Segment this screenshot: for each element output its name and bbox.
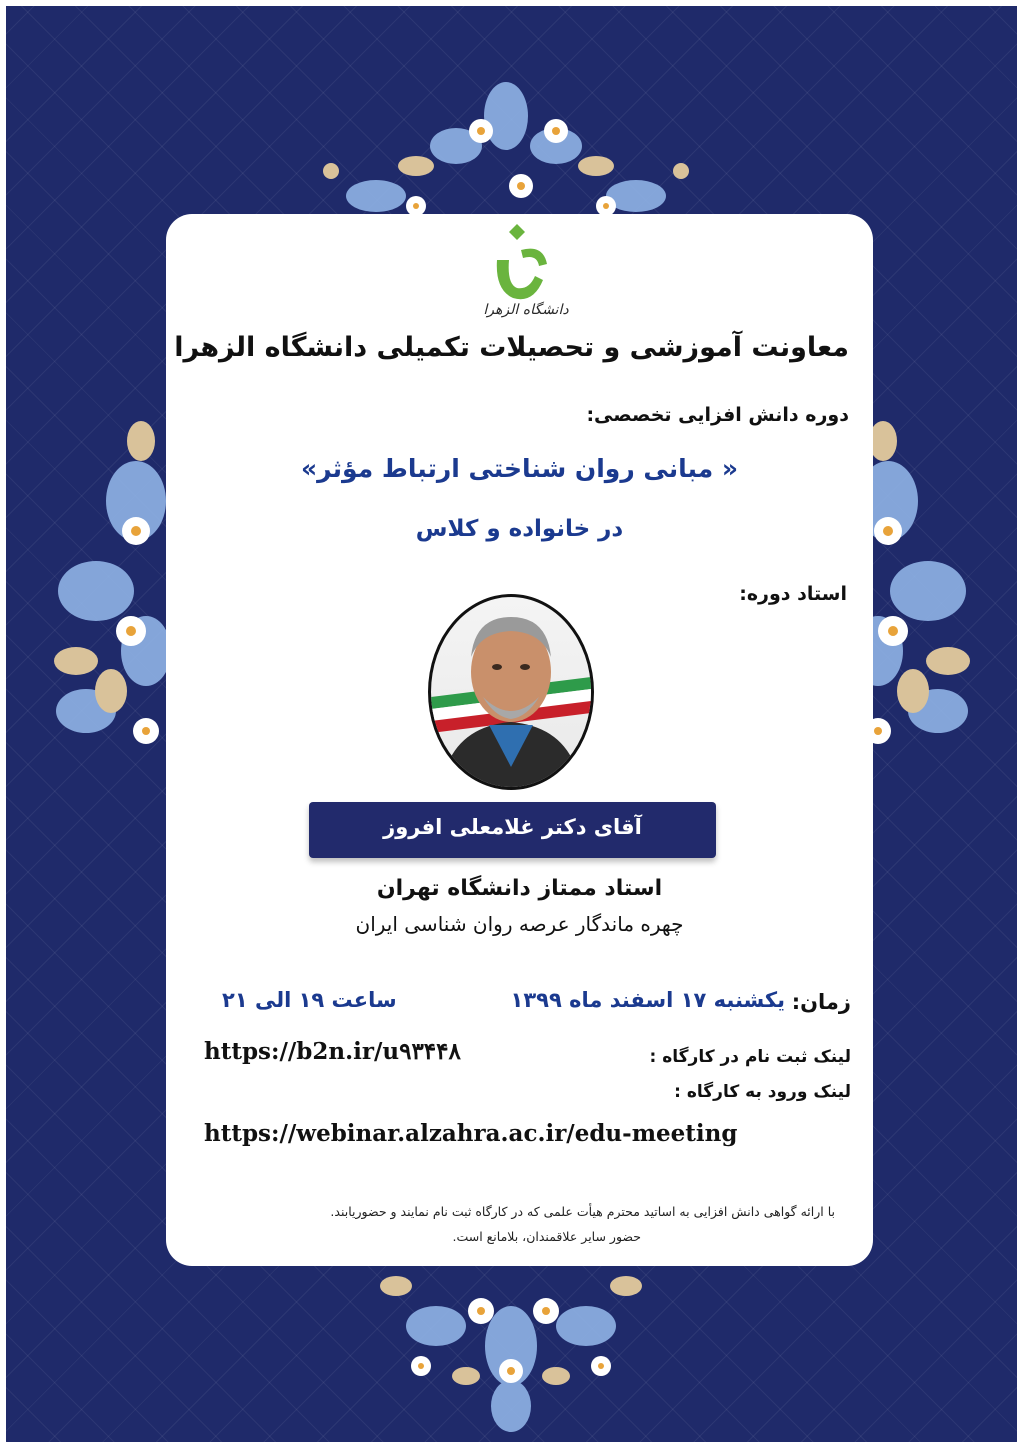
alzahra-university-logo bbox=[451, 220, 591, 320]
floral-ornament-top bbox=[316, 76, 696, 226]
entry-link-label: لینک ورود به کارگاه : bbox=[674, 1082, 851, 1102]
registration-link[interactable]: https://b2n.ir/u۹۳۴۴۸ bbox=[204, 1038, 461, 1065]
logo-text: دانشگاه الزهرا bbox=[483, 302, 569, 318]
course-name: « مبانی روان شناختی ارتباط مؤثر» bbox=[300, 454, 739, 483]
instructor-label: استاد دوره: bbox=[739, 583, 847, 605]
instructor-name: آقای دکتر غلامعلی افروز bbox=[383, 815, 642, 839]
footer-note-secondary: حضور سایر علاقمندان، بلامانع است. bbox=[452, 1229, 641, 1244]
floral-ornament-left bbox=[36, 421, 176, 801]
entry-link[interactable]: https://webinar.alzahra.ac.ir/edu-meeting bbox=[204, 1120, 738, 1147]
poster-background bbox=[6, 6, 1017, 1442]
course-subtitle: در خانواده و کلاس bbox=[415, 516, 624, 542]
footer-note: با ارائه گواهی دانش افزایی به اساتید محترم هیأت علمی که در کارگاه ثبت نام نمایند و حضوریابند. bbox=[330, 1204, 835, 1219]
floral-ornament-bottom bbox=[366, 1256, 656, 1436]
event-hours: ساعت ۱۹ الی ۲۱ bbox=[222, 988, 397, 1012]
instructor-title: استاد ممتاز دانشگاه تهران bbox=[376, 876, 663, 901]
time-label: زمان: bbox=[791, 990, 851, 1014]
registration-link-label: لینک ثبت نام در کارگاه : bbox=[649, 1047, 851, 1067]
course-type-label: دوره دانش افزایی تخصصی: bbox=[586, 404, 849, 426]
instructor-distinction: چهره ماندگار عرصه روان شناسی ایران bbox=[355, 912, 684, 936]
content-card bbox=[166, 214, 873, 1266]
instructor-name-banner bbox=[309, 802, 716, 858]
instructor-portrait bbox=[428, 594, 594, 790]
event-date: یکشنبه ۱۷ اسفند ماه ۱۳۹۹ bbox=[510, 988, 785, 1012]
page-title: معاونت آموزشی و تحصیلات تکمیلی دانشگاه الزهرا bbox=[174, 332, 849, 363]
